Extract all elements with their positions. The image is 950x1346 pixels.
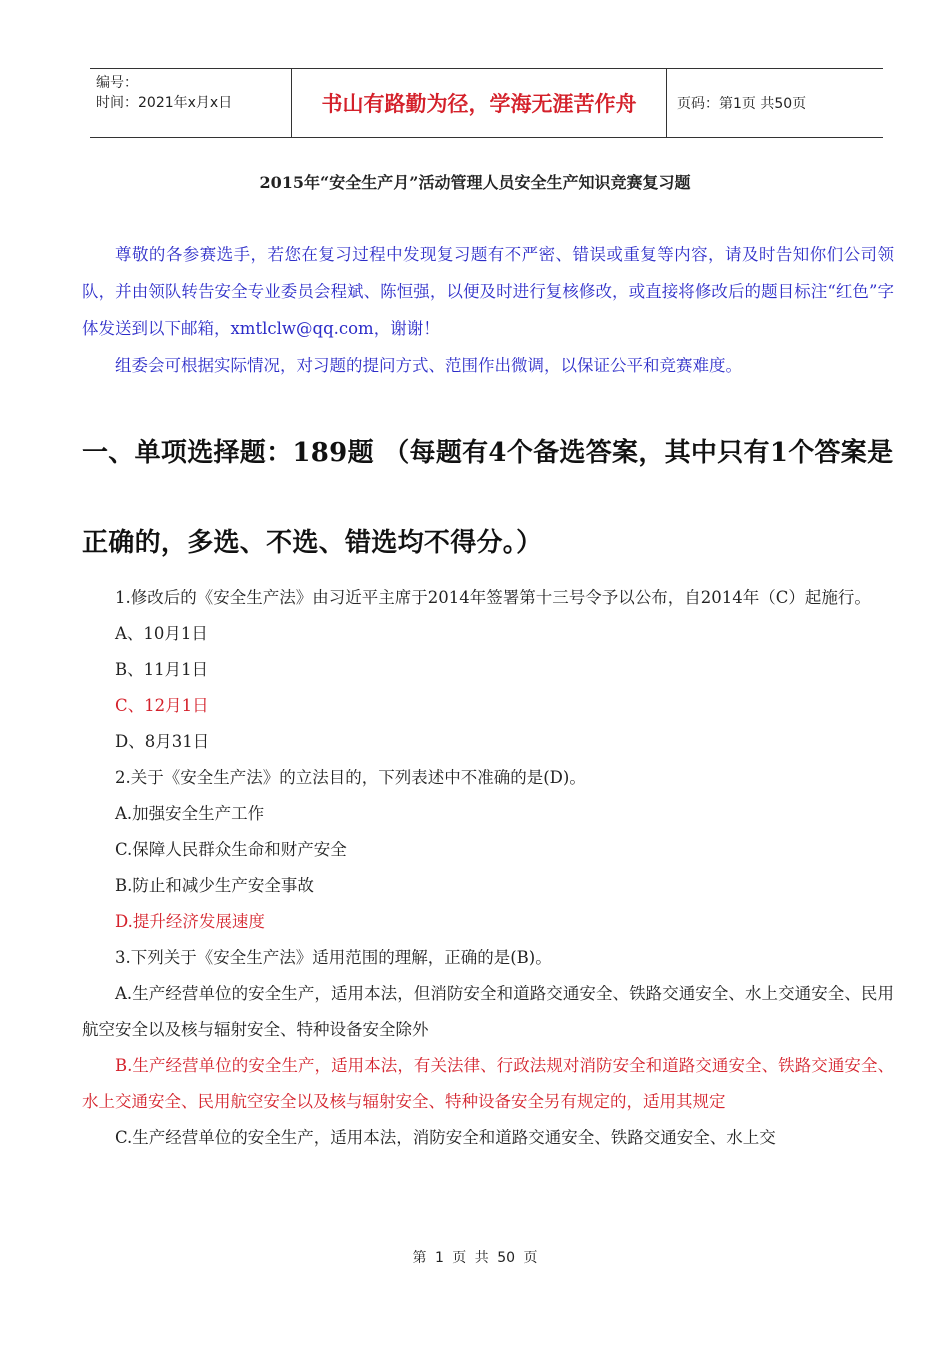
question-stem-1: 1.修改后的《安全生产法》由习近平主席于2014年签署第十三号令予以公布，自2014年（C）起施行。 [115, 588, 871, 607]
document-title: 2015年“安全生产月”活动管理人员安全生产知识竞赛复习题 [259, 173, 691, 192]
option-3c: C.生产经营单位的安全生产，适用本法，消防安全和道路交通安全、铁路交通安全、水上交 [115, 1128, 776, 1147]
option-1c-correct: C、12月1日 [115, 696, 209, 715]
option-2b: B.防止和减少生产安全事故 [115, 876, 314, 895]
notice-paragraph-2: 组委会可根据实际情况，对习题的提问方式、范围作出微调，以保证公平和竞赛难度。 [115, 356, 742, 375]
option-1a: A、10月1日 [115, 624, 208, 643]
header-page-info: 页码：第1页 共50页 [677, 96, 807, 112]
section-heading: 一、单项选择题：189题 （每题有4个备选答案，其中只有1个答案是正确的，多选、不选、错选均不得分。） [82, 438, 894, 558]
time-label: 时间：2021年x月x日 [96, 95, 233, 111]
header-table [90, 68, 883, 138]
option-1b: B、11月1日 [115, 660, 209, 679]
option-2a: A.加强安全生产工作 [115, 804, 265, 823]
option-2d-correct: D.提升经济发展速度 [115, 912, 265, 931]
question-list [82, 580, 894, 1156]
option-2c: C.保障人民群众生命和财产安全 [115, 840, 347, 859]
header-motto: 书山有路勤为径，学海无涯苦作舟 [292, 69, 667, 137]
option-3b-correct: B.生产经营单位的安全生产，适用本法，有关法律、行政法规对消防安全和道路交通安全、铁路交通安全、水上交通安全、民用航空安全以及核与辐射安全、特种设备安全另有规定的，适用其规定 [82, 1056, 894, 1111]
notice-block [82, 236, 894, 384]
number-label: 编号： [96, 75, 138, 91]
question-stem-3: 3.下列关于《安全生产法》适用范围的理解，正确的是(B)。 [115, 948, 552, 967]
question-stem-2: 2.关于《安全生产法》的立法目的，下列表述中不准确的是(D)。 [115, 768, 586, 787]
notice-paragraph-1: 尊敬的各参赛选手，若您在复习过程中发现复习题有不严密、错误或重复等内容，请及时告知你们公司领队，并由领队转告安全专业委员会程斌、陈恒强，以便及时进行复核修改，或直接将修改后的题目标注“红色”字体发送到以下邮箱，xmtlclw@qq.com，谢谢！ [82, 245, 894, 338]
page-footer: 第 1 页 共 50 页 [412, 1250, 538, 1266]
option-3a: A.生产经营单位的安全生产，适用本法，但消防安全和道路交通安全、铁路交通安全、水上交通安全、民用航空安全以及核与辐射安全、特种设备安全除外 [82, 984, 894, 1039]
header-left-cell [90, 69, 292, 137]
option-1d: D、8月31日 [115, 732, 210, 751]
